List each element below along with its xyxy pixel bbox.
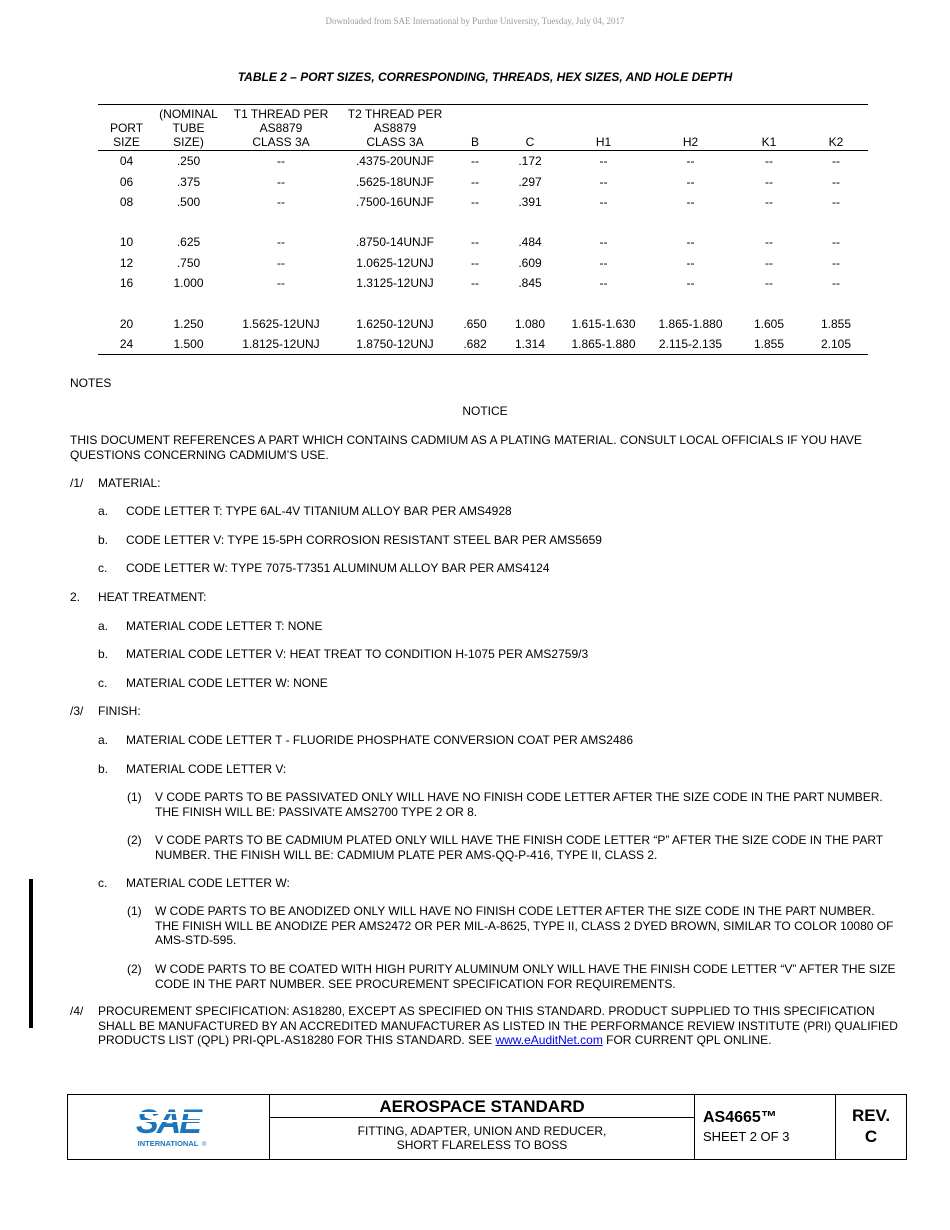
table-cell: .4375-20UNJF bbox=[355, 154, 435, 169]
note-2b bbox=[70, 647, 900, 662]
download-watermark: Downloaded from SAE International by Purdue University, Tuesday, July 04, 2017 bbox=[325, 16, 625, 26]
table-cell: -- bbox=[765, 255, 773, 270]
table-cell: 24 bbox=[98, 334, 155, 355]
note-2c-marker: c. bbox=[98, 676, 108, 690]
header-b: B bbox=[450, 105, 500, 151]
table-cell: -- bbox=[277, 194, 285, 209]
document-title: FITTING, ADAPTER, UNION AND REDUCER, SHORT FLARELESS TO BOSS bbox=[357, 1124, 607, 1152]
notice-heading: NOTICE bbox=[462, 404, 508, 418]
table-cell: .750 bbox=[176, 255, 201, 270]
table-cell: -- bbox=[765, 174, 773, 189]
note-3b1 bbox=[70, 790, 900, 819]
table-body bbox=[98, 151, 868, 355]
note-2-title: HEAT TREATMENT: bbox=[98, 590, 207, 604]
table-row bbox=[98, 334, 868, 355]
note-3c-text: MATERIAL CODE LETTER W: bbox=[126, 876, 290, 890]
note-2b-marker: b. bbox=[98, 647, 109, 661]
table-cell: -- bbox=[832, 255, 840, 270]
note-2a-marker: a. bbox=[98, 619, 109, 633]
note-3-title: FINISH: bbox=[98, 704, 141, 718]
note-3c2-text: W CODE PARTS TO BE COATED WITH HIGH PURITY ALUMINUM ONLY WILL HAVE THE FINISH CODE LETTER “V” AFTER THE SIZE CODE IN THE PART NUMBER. SEE PROCUREMENT SPECIFICATION FOR REQUIREMENTS. bbox=[155, 962, 896, 991]
table-cell: 1.865-1.880 bbox=[560, 334, 647, 355]
note-3c2-marker: (2) bbox=[127, 962, 142, 976]
table-cell: .609 bbox=[518, 255, 542, 270]
note-3c-marker: c. bbox=[98, 876, 108, 890]
note-1-marker: /1/ bbox=[70, 476, 84, 490]
table-cell: 1.000 bbox=[173, 276, 204, 291]
note-1c-text: CODE LETTER W: TYPE 7075-T7351 ALUMINUM ALLOY BAR PER AMS4124 bbox=[126, 561, 550, 575]
revision-label: REV. bbox=[851, 1106, 891, 1125]
note-3a-marker: a. bbox=[98, 733, 109, 747]
table-cell: .297 bbox=[518, 174, 542, 189]
table-cell: -- bbox=[686, 194, 695, 209]
note-2c bbox=[70, 676, 900, 691]
table-cell: .5625-18UNJF bbox=[355, 174, 435, 189]
table-cell: 1.6250-12UNJ bbox=[356, 316, 434, 331]
table-row bbox=[98, 253, 868, 273]
table-header-row bbox=[98, 105, 868, 151]
table-cell: -- bbox=[686, 235, 695, 250]
table-cell: .650 bbox=[463, 316, 487, 331]
spacer-cell bbox=[98, 212, 868, 232]
table-cell: -- bbox=[277, 235, 285, 250]
table-cell: .172 bbox=[518, 154, 542, 169]
table-cell: .845 bbox=[518, 276, 542, 291]
note-3c1 bbox=[70, 904, 900, 948]
table-row bbox=[98, 192, 868, 212]
header-c: C bbox=[500, 105, 560, 151]
note-1b-text: CODE LETTER V: TYPE 15-5PH CORROSION RESISTANT STEEL BAR PER AMS5659 bbox=[126, 533, 602, 547]
note-4 bbox=[70, 1004, 900, 1048]
header-h2: H2 bbox=[647, 105, 734, 151]
table-cell: -- bbox=[765, 235, 773, 250]
note-3c bbox=[70, 876, 900, 891]
table-cell: 1.8750-12UNJ bbox=[340, 334, 450, 355]
note-2a-text: MATERIAL CODE LETTER T: NONE bbox=[126, 619, 323, 633]
header-t1-thread: T1 THREAD PER AS8879 CLASS 3A bbox=[222, 105, 340, 151]
table-cell: -- bbox=[277, 174, 285, 189]
table-cell: 1.0625-12UNJ bbox=[356, 255, 434, 270]
table-row bbox=[98, 151, 868, 172]
table-cell: -- bbox=[599, 235, 608, 250]
note-3b2 bbox=[70, 833, 900, 862]
note-4-text: PROCUREMENT SPECIFICATION: AS18280, EXCEPT AS SPECIFIED ON THIS STANDARD. PRODUCT SUPPLIED TO THIS SPECIFICATION SHALL BE MANUFACTURED BY AN ACCREDITED MANUFACTURER AS LISTED IN THE PERFORMANCE REVIEW INSTITUTE (PRI) QUALIFIED PRODUCTS LIST (QPL) PRI-QPL-AS18280 FOR THIS STANDARD. SEE www.eAuditNet.com FOR CURRENT QPL ONLINE. bbox=[98, 1004, 898, 1047]
table-cell: -- bbox=[277, 154, 285, 169]
table-cell: -- bbox=[599, 174, 608, 189]
document-number-cell bbox=[695, 1095, 836, 1159]
table-cell: -- bbox=[765, 276, 773, 291]
revision-value: C bbox=[864, 1127, 878, 1146]
spacer-cell bbox=[98, 293, 868, 313]
revision-change-bar bbox=[29, 879, 33, 1028]
table-cell: 16 bbox=[119, 276, 134, 291]
note-2-marker: 2. bbox=[70, 590, 81, 604]
note-3b1-marker: (1) bbox=[127, 790, 142, 804]
table-cell: -- bbox=[471, 255, 479, 270]
revision-cell bbox=[836, 1095, 906, 1159]
table-cell: -- bbox=[832, 174, 840, 189]
title-block bbox=[67, 1094, 907, 1160]
note-1-title: MATERIAL: bbox=[98, 476, 161, 490]
title-block-title bbox=[270, 1095, 695, 1159]
table-cell: 1.8125-12UNJ bbox=[222, 334, 340, 355]
table-cell: 1.314 bbox=[500, 334, 560, 355]
sae-logo bbox=[68, 1095, 270, 1159]
note-3b2-text: V CODE PARTS TO BE CADMIUM PLATED ONLY WILL HAVE THE FINISH CODE LETTER “P” AFTER THE SIZE CODE IN THE PART NUMBER. THE FINISH WILL BE: CADMIUM PLATE PER AMS-QQ-P-416, TYPE II, CLASS 2. bbox=[155, 833, 883, 862]
svg-text:®: ® bbox=[202, 1142, 207, 1148]
table-cell: -- bbox=[471, 194, 479, 209]
note-3b bbox=[70, 762, 900, 777]
table-cell: 06 bbox=[119, 174, 134, 189]
table-cell: -- bbox=[599, 194, 608, 209]
table-cell: 1.615-1.630 bbox=[571, 316, 636, 331]
header-port-size: PORT SIZE bbox=[98, 105, 155, 151]
note-2a bbox=[70, 619, 900, 634]
note-1a-marker: a. bbox=[98, 504, 109, 518]
table-cell: 1.250 bbox=[173, 316, 204, 331]
table-cell: -- bbox=[471, 235, 479, 250]
note-4-marker: /4/ bbox=[70, 1004, 84, 1018]
table-cell: 1.500 bbox=[155, 334, 222, 355]
note-1b-marker: b. bbox=[98, 533, 109, 547]
table-row bbox=[98, 273, 868, 293]
header-nominal-tube-size: (NOMINAL TUBE SIZE) bbox=[155, 105, 222, 151]
note-3c1-text: W CODE PARTS TO BE ANODIZED ONLY WILL HAVE NO FINISH CODE LETTER AFTER THE SIZE CODE IN THE PART NUMBER. THE FINISH WILL BE ANODIZE PER AMS2472 OR PER MIL-A-8625, TYPE II, CLASS 2 DYED BROWN, SIMILAR TO COLOR 10080 OF AMS-STD-595. bbox=[155, 904, 894, 947]
header-k1: K1 bbox=[734, 105, 804, 151]
note-3b-marker: b. bbox=[98, 762, 109, 776]
table-cell: .484 bbox=[518, 235, 542, 250]
note-3b-text: MATERIAL CODE LETTER V: bbox=[126, 762, 287, 776]
note-1c-marker: c. bbox=[98, 561, 108, 575]
table-cell: -- bbox=[471, 276, 479, 291]
table-cell: -- bbox=[832, 276, 840, 291]
table-cell: -- bbox=[471, 174, 479, 189]
sheet-number: SHEET 2 OF 3 bbox=[703, 1129, 790, 1144]
table-cell: -- bbox=[832, 235, 840, 250]
table-row bbox=[98, 171, 868, 191]
table-cell: 1.3125-12UNJ bbox=[356, 276, 434, 291]
table-cell: .682 bbox=[450, 334, 500, 355]
note-3-marker: /3/ bbox=[70, 704, 84, 718]
note-2 bbox=[70, 590, 900, 605]
note-3a-text: MATERIAL CODE LETTER T - FLUORIDE PHOSPHATE CONVERSION COAT PER AMS2486 bbox=[126, 733, 633, 747]
table-row bbox=[98, 232, 868, 252]
svg-text:INTERNATIONAL: INTERNATIONAL bbox=[137, 1139, 199, 1148]
table-cell: 1.855 bbox=[820, 316, 852, 331]
note-2c-text: MATERIAL CODE LETTER W: NONE bbox=[126, 676, 328, 690]
table-cell: -- bbox=[599, 276, 608, 291]
note-1a bbox=[70, 504, 900, 519]
note-1 bbox=[70, 476, 900, 491]
aerospace-standard-label: AEROSPACE STANDARD bbox=[270, 1095, 694, 1118]
eauditnet-link[interactable]: www.eAuditNet.com bbox=[495, 1033, 603, 1047]
note-3b1-text: V CODE PARTS TO BE PASSIVATED ONLY WILL HAVE NO FINISH CODE LETTER AFTER THE SIZE CODE IN THE PART NUMBER. THE FINISH WILL BE: PASSIVATE AMS2700 TYPE 2 OR 8. bbox=[155, 790, 883, 819]
note-1a-text: CODE LETTER T: TYPE 6AL-4V TITANIUM ALLOY BAR PER AMS4928 bbox=[126, 504, 512, 518]
table-cell: -- bbox=[599, 255, 608, 270]
notice-text: THIS DOCUMENT REFERENCES A PART WHICH CONTAINS CADMIUM AS A PLATING MATERIAL. CONSULT LOCAL OFFICIALS IF YOU HAVE QUESTIONS CONCERNING CADMIUM’S USE. bbox=[70, 433, 862, 462]
table-cell: 1.605 bbox=[753, 316, 785, 331]
note-3c2 bbox=[70, 962, 900, 991]
table-cell: -- bbox=[832, 194, 840, 209]
table-cell: 1.5625-12UNJ bbox=[242, 316, 320, 331]
note-3 bbox=[70, 704, 900, 719]
table-cell: 2.115-2.135 bbox=[647, 334, 734, 355]
table-cell: .8750-14UNJF bbox=[355, 235, 435, 250]
table-cell: .7500-16UNJF bbox=[355, 194, 435, 209]
table-cell: .391 bbox=[518, 194, 542, 209]
note-3c1-marker: (1) bbox=[127, 904, 142, 918]
table-spacer-row bbox=[98, 293, 868, 313]
table-cell: -- bbox=[686, 154, 695, 169]
table-cell: -- bbox=[686, 276, 695, 291]
notes-heading: NOTES bbox=[70, 376, 112, 390]
note-1b bbox=[70, 533, 900, 548]
header-k2: K2 bbox=[804, 105, 868, 151]
table-cell: -- bbox=[599, 154, 608, 169]
table-cell: -- bbox=[686, 255, 695, 270]
table-cell: 1.080 bbox=[514, 316, 546, 331]
table-cell: 2.105 bbox=[804, 334, 868, 355]
table-cell: -- bbox=[765, 154, 773, 169]
port-size-table bbox=[98, 104, 868, 355]
table-cell: .250 bbox=[176, 154, 201, 169]
sae-logo-icon bbox=[68, 1095, 269, 1159]
table-cell: 12 bbox=[119, 255, 134, 270]
table-cell: -- bbox=[277, 276, 285, 291]
table-cell: -- bbox=[471, 154, 479, 169]
table-cell: 04 bbox=[119, 154, 134, 169]
table-cell: .500 bbox=[176, 194, 201, 209]
header-t2-thread: T2 THREAD PER AS8879 CLASS 3A bbox=[340, 105, 450, 151]
table-cell: -- bbox=[832, 154, 840, 169]
table-cell: .375 bbox=[176, 174, 201, 189]
table-row bbox=[98, 313, 868, 333]
table-cell: -- bbox=[765, 194, 773, 209]
table-cell: 08 bbox=[119, 194, 134, 209]
table-cell: -- bbox=[686, 174, 695, 189]
table-spacer-row bbox=[98, 212, 868, 232]
table-cell: 20 bbox=[119, 316, 134, 331]
table-cell: 1.855 bbox=[734, 334, 804, 355]
table-cell: 1.865-1.880 bbox=[658, 316, 723, 331]
document-number: AS4665™ bbox=[703, 1109, 777, 1126]
header-h1: H1 bbox=[560, 105, 647, 151]
table-cell: 10 bbox=[119, 235, 134, 250]
svg-text:SAE: SAE bbox=[136, 1103, 200, 1141]
table-cell: -- bbox=[277, 255, 285, 270]
note-1c bbox=[70, 561, 900, 576]
table-title: TABLE 2 – PORT SIZES, CORRESPONDING, THREADS, HEX SIZES, AND HOLE DEPTH bbox=[237, 70, 733, 84]
note-2b-text: MATERIAL CODE LETTER V: HEAT TREAT TO CONDITION H-1075 PER AMS2759/3 bbox=[126, 647, 589, 661]
table-cell: .625 bbox=[176, 235, 201, 250]
note-3b2-marker: (2) bbox=[127, 833, 142, 847]
note-3a bbox=[70, 733, 900, 748]
